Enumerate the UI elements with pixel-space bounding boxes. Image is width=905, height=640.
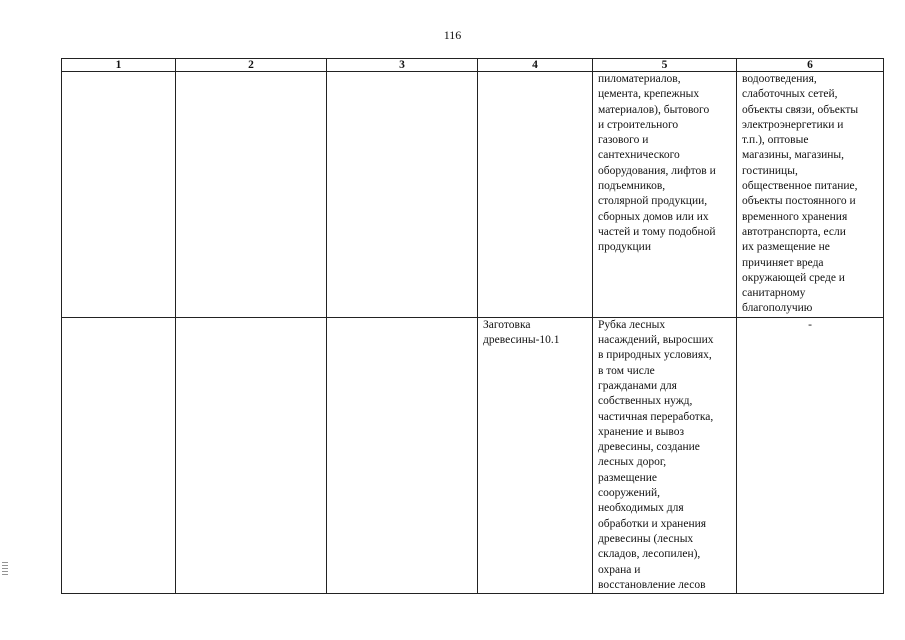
table-cell [593, 317, 737, 593]
page-number: 116 [443, 28, 462, 42]
column-header-1: 1 [62, 59, 176, 72]
table-cell [737, 317, 884, 593]
table-cell [478, 72, 593, 318]
column-header-5: 5 [593, 59, 737, 72]
table-cell [62, 317, 176, 593]
column-header-6: 6 [737, 59, 884, 72]
column-header-3: 3 [327, 59, 478, 72]
table-cell [478, 317, 593, 593]
table-row [62, 72, 884, 318]
column-header-2: 2 [176, 59, 327, 72]
table-header-row [62, 59, 884, 72]
table-cell [327, 72, 478, 318]
table-cell [62, 72, 176, 318]
table-cell [327, 317, 478, 593]
column-header-4: 4 [478, 59, 593, 72]
table-cell [593, 72, 737, 318]
table-row [62, 317, 884, 593]
use-type-name: Заготовка древесины-10.1 [483, 318, 560, 347]
regulations-table [61, 58, 884, 594]
permitted-use-description: Рубка лесных насаждений, выросших в природных условиях, в том числе гражданами для собственных нужд, частичная переработка, хранение и вывоз древесины, создание лесных дорог, размещение сооружений, необходимых для обработки и хранения древесины (лесных складов, лесопилен), охрана и восстановление лесов [598, 318, 714, 591]
table-cell [737, 72, 884, 318]
auxiliary-use-description: водоотведения, слаботочных сетей, объекты связи, объекты электроэнергетики и т.п.), оптовые магазины, магазины, гостиницы, общественное питание, объекты постоянного и временного хранения автотранспорта, если их размещение не причиняет вреда окружающей среде и санитарному благополучию [742, 73, 859, 315]
table-cell [176, 317, 327, 593]
table-cell [176, 72, 327, 318]
auxiliary-use-description: - [808, 318, 812, 331]
scan-margin-mark [2, 562, 8, 576]
permitted-use-description: пиломатериалов, цемента, крепежных материалов), бытового и строительного газового и сантехнического оборудования, лифтов и подъемников, столярной продукции, сборных домов или их частей и тому подобной продукции [598, 73, 716, 254]
